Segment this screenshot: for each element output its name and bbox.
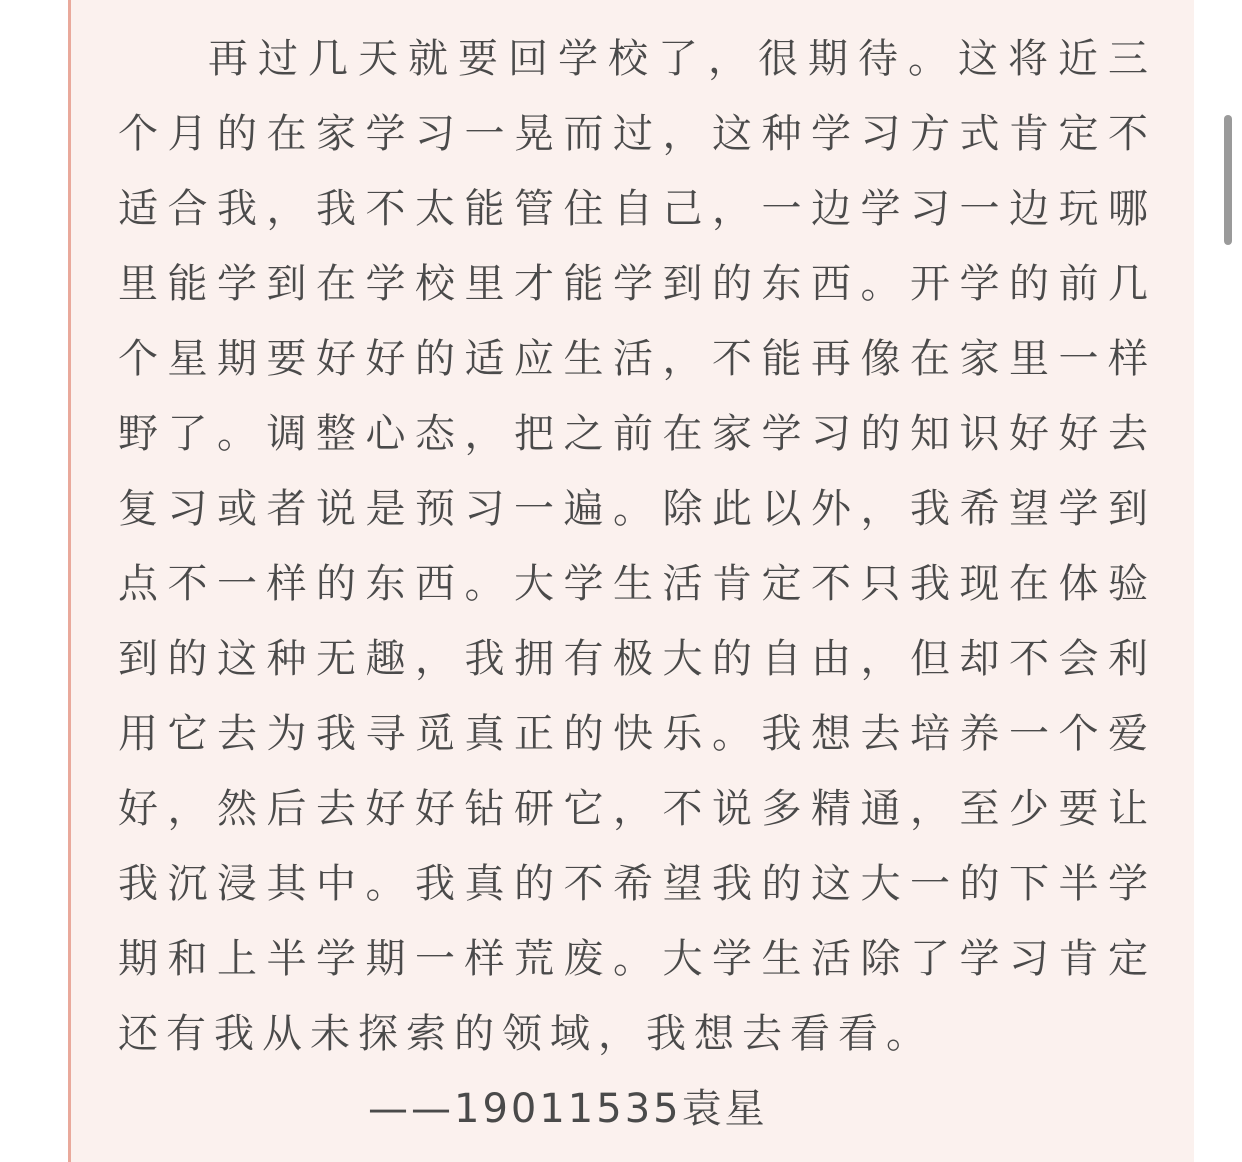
article-line: 再过几天就要回学校了，很期待。这将近三: [208, 36, 1148, 82]
article-line: 点不一样的东西。大学生活肯定不只我现在体验: [118, 561, 1148, 607]
article-line: 用它去为我寻觅真正的快乐。我想去培养一个爱: [118, 711, 1148, 757]
article-line: 个月的在家学习一晃而过，这种学习方式肯定不: [118, 111, 1148, 157]
article-line: 野了。调整心态，把之前在家学习的知识好好去: [118, 411, 1148, 457]
article-line: 期和上半学期一样荒废。大学生活除了学习肯定: [118, 936, 1148, 982]
article-line: 还有我从未探索的领域，我想去看看。: [118, 1011, 934, 1057]
vertical-scrollbar[interactable]: [1224, 115, 1232, 245]
article-line: 个星期要好好的适应生活，不能再像在家里一样: [118, 336, 1148, 382]
article-line: 适合我，我不太能管住自己，一边学习一边玩哪: [118, 186, 1148, 232]
article-line: 里能学到在学校里才能学到的东西。开学的前几: [118, 261, 1148, 307]
article-line: 我沉浸其中。我真的不希望我的这大一的下半学: [118, 861, 1148, 907]
article-line: 到的这种无趣，我拥有极大的自由，但却不会利: [118, 636, 1148, 682]
article-line: 复习或者说是预习一遍。除此以外，我希望学到: [118, 486, 1148, 532]
article-body: [118, 22, 1148, 1072]
author-signature: ——19011535袁星: [368, 1086, 768, 1132]
article-line: 好，然后去好好钻研它，不说多精通，至少要让: [118, 786, 1148, 832]
